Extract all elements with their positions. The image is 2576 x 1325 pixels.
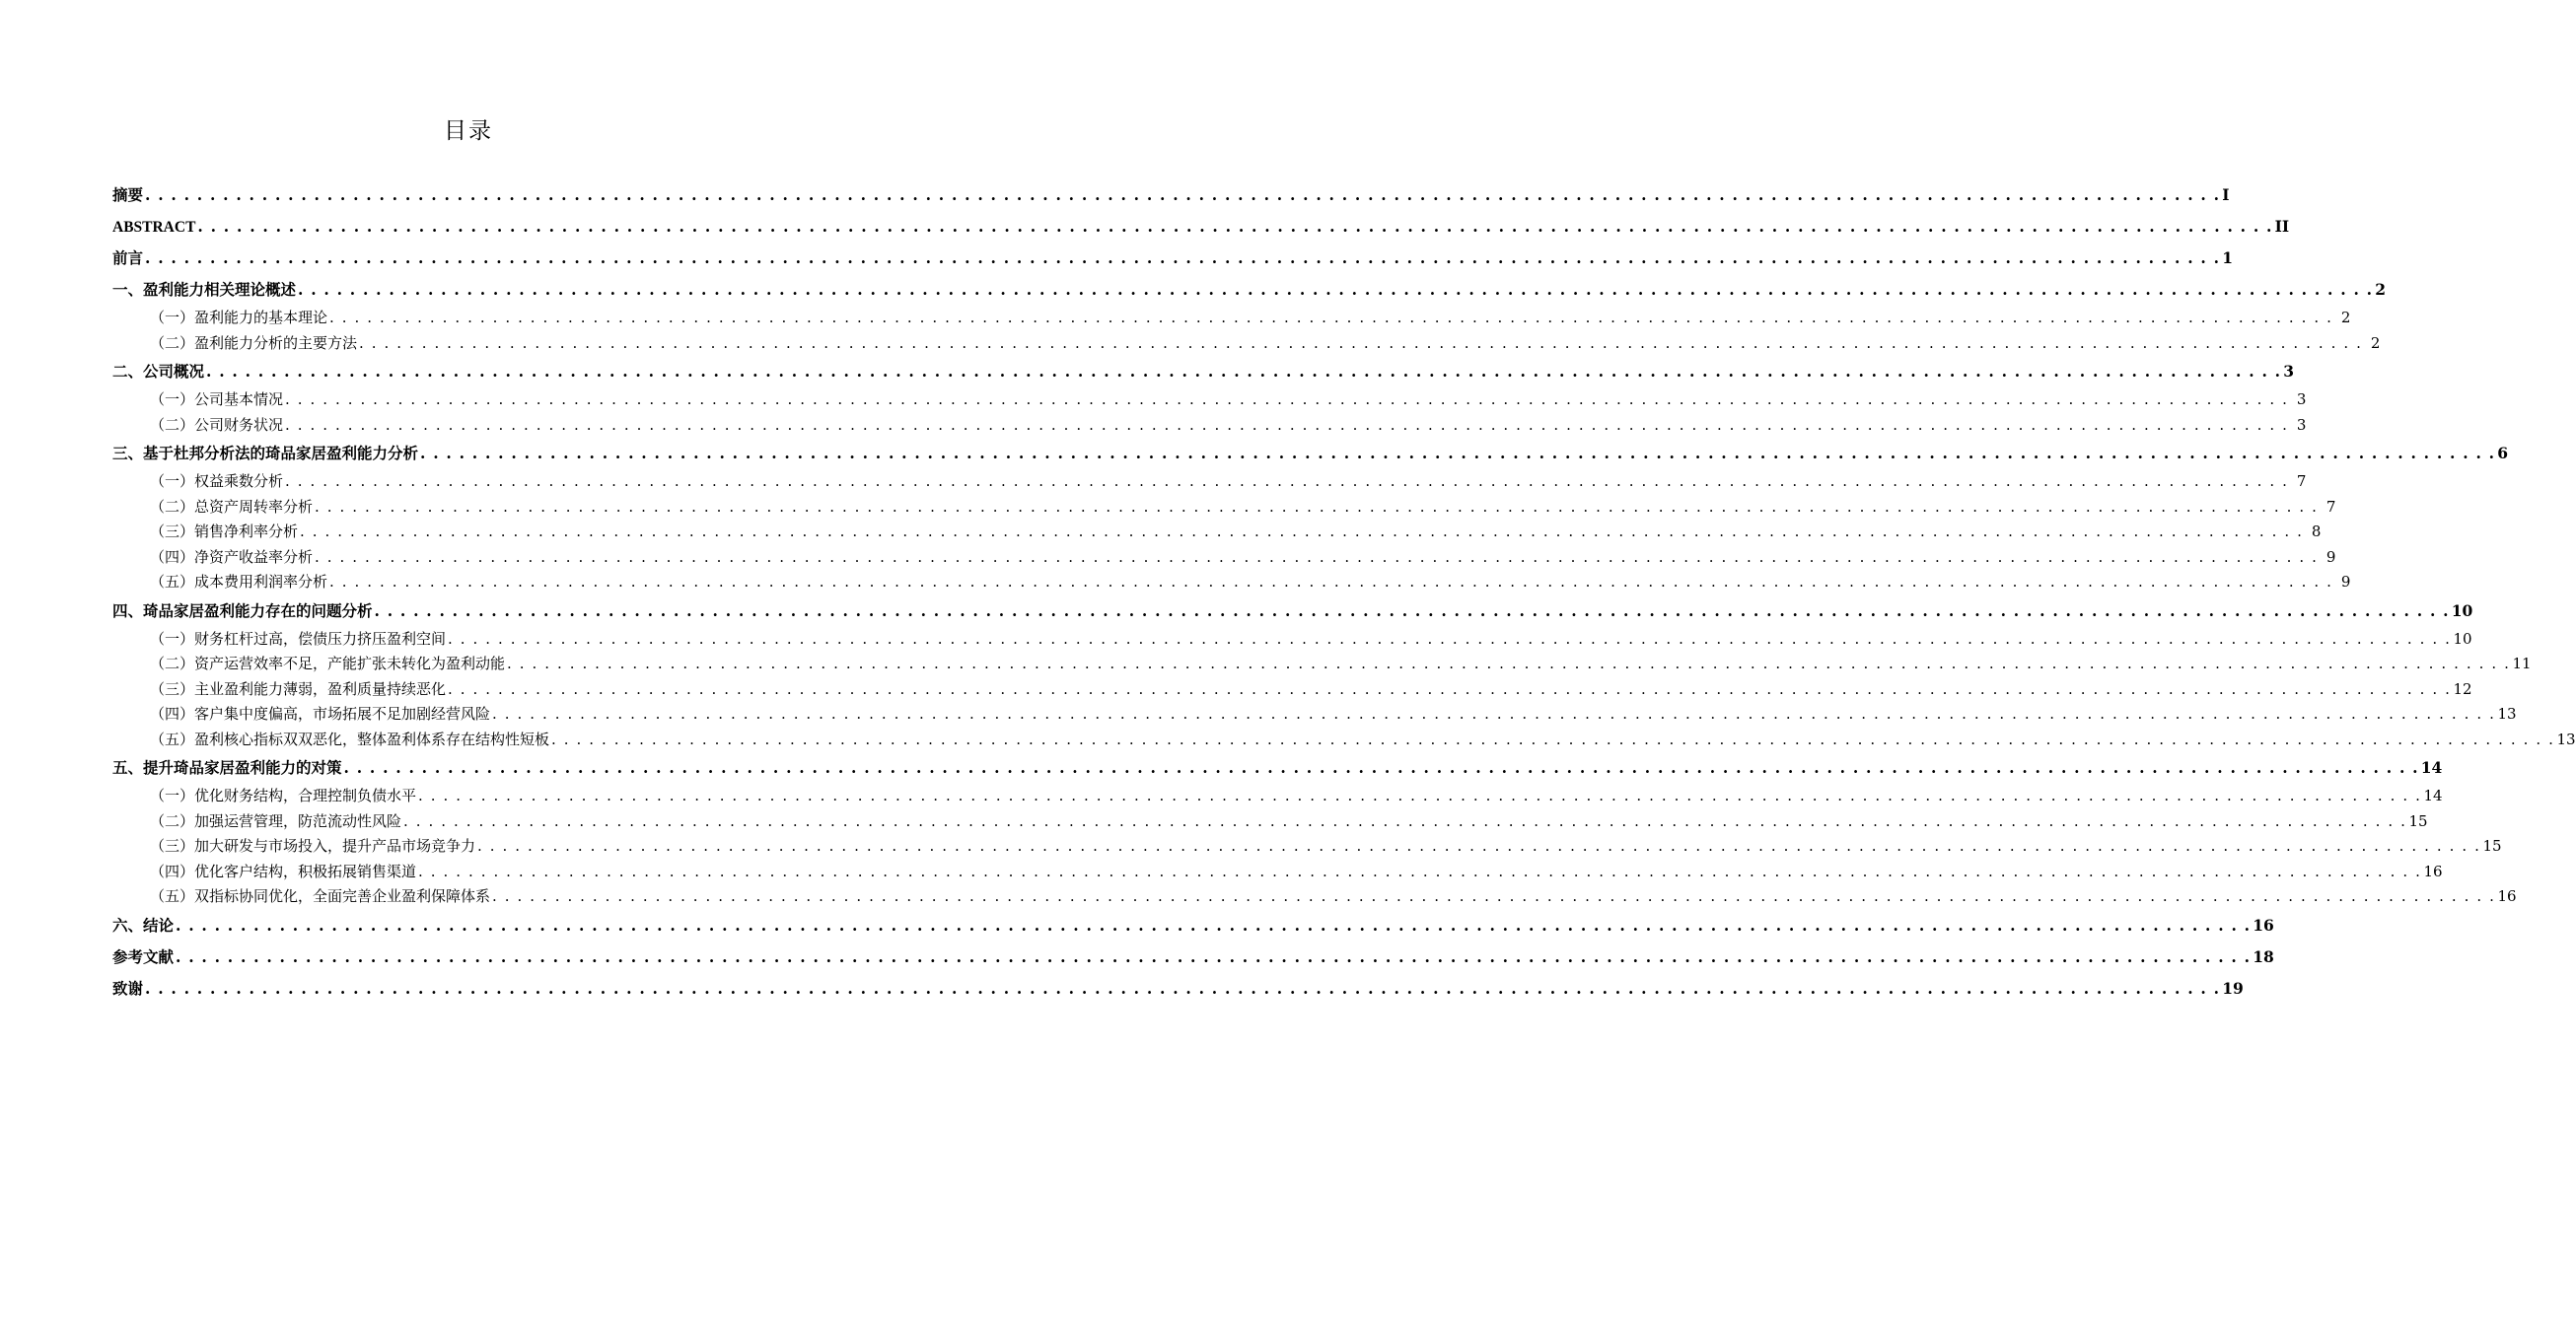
toc-chapter[interactable] [112,910,2274,941]
leader-dots: . . . . . . . . . . . . . . . . . . . . . . . . . . . . . . . . . . . . . . . . . . . . . . . . . . . . . . . . . . . . . . . . . . . . . . . . . . . . . . . . . . . . . . . . . . . . . . . . . . . . . . . . . . . . . . . . . . . . . . . . . . . . . . . . . . . . . . . . . . . . . . . . . . . . . . . . . . . . . . . . [285,415,2289,434]
toc-chapter-number: 四、 [112,595,143,627]
leader-dots: . . . . . . . . . . . . . . . . . . . . . . . . . . . . . . . . . . . . . . . . . . . . . . . . . . . . . . . . . . . . . . . . . . . . . . . . . . . . . . . . . . . . . . . . . . . . . . . . . . . . . . . . . . . . . . . . . . . . . . . . . . . . . . . . . . . . . . . . . . . . . . . . . . . . . . . . . . . . . . . . [492,705,2496,723]
toc-entry-label: 参考文献 [112,941,174,973]
toc-chapter[interactable] [112,752,2443,784]
toc-chapter-label: 基于杜邦分析法的琦品家居盈利能力分析 [143,438,418,469]
toc-section[interactable] [112,469,2307,495]
toc-section-number: （一） [150,784,194,809]
toc-section[interactable] [112,495,2336,521]
toc-section-number: （五） [150,570,194,595]
toc-section[interactable] [112,652,2532,677]
toc-section-number: （三） [150,677,194,703]
leader-dots: . . . . . . . . . . . . . . . . . . . . . . . . . . . . . . . . . . . . . . . . . . . . . . . . . . . . . . . . . . . . . . . . . . . . . . . . . . . . . . . . . . . . . . . . . . . . . . . . . . . . . . . . . . . . . . . . . . . . . . . . . . . . . . . . . . . . . . . . . . . . . . . . . . . . . . . . . . . . . . . . [285,472,2289,490]
toc-section-number: （一） [150,306,194,331]
leader-dots: . . . . . . . . . . . . . . . . . . . . . . . . . . . . . . . . . . . . . . . . . . . . . . . . . . . . . . . . . . . . . . . . . . . . . . . . . . . . . . . . . . . . . . . . . . . . . . . . . . . . . . . . . . . . . . . . . . . . . . . . . . . . . . . . . . . . . . . . . . . . . . . . . . . . . . . . . . . . . . . . [145,248,2221,267]
toc-entry-page: 3 [2283,356,2294,387]
toc-entry-references[interactable] [112,941,2274,973]
toc-entry-page: 1 [2222,243,2233,274]
leader-dots: . . . . . . . . . . . . . . . . . . . . . . . . . . . . . . . . . . . . . . . . . . . . . . . . . . . . . . . . . . . . . . . . . . . . . . . . . . . . . . . . . . . . . . . . . . . . . . . . . . . . . . . . . . . . . . . . . . . . . . . . . . . . . . . . . . . . . . . . . . . . . . . . . . . . . . . . . . . . . . . . [176,946,2252,966]
toc-section-label: 资产运营效率不足，产能扩张未转化为盈利动能 [194,652,505,677]
toc-entry-label: 前言 [112,243,143,274]
toc-entry-acknowledgements[interactable] [112,973,2244,1005]
toc-entry-page: 10 [2452,595,2473,627]
toc-chapter-label: 公司概况 [143,356,204,387]
toc-section-number: （三） [150,520,194,545]
toc-chapter[interactable] [112,356,2295,387]
toc-section-number: （一） [150,627,194,653]
toc-section-label: 盈利能力的基本理论 [194,306,327,331]
toc-section-label: 公司基本情况 [194,387,283,413]
toc-entry-page: 14 [2421,752,2443,784]
toc-entry-page: 16 [2497,884,2513,910]
leader-dots: . . . . . . . . . . . . . . . . . . . . . . . . . . . . . . . . . . . . . . . . . . . . . . . . . . . . . . . . . . . . . . . . . . . . . . . . . . . . . . . . . . . . . . . . . . . . . . . . . . . . . . . . . . . . . . . . . . . . . . . . . . . . . . . . . . . . . . . . . . . . . . . . . . . . . . . . . . . . . . . . [551,730,2555,748]
toc-chapter-label: 琦品家居盈利能力存在的问题分析 [143,595,373,627]
leader-dots: . . . . . . . . . . . . . . . . . . . . . . . . . . . . . . . . . . . . . . . . . . . . . . . . . . . . . . . . . . . . . . . . . . . . . . . . . . . . . . . . . . . . . . . . . . . . . . . . . . . . . . . . . . . . . . . . . . . . . . . . . . . . . . . . . . . . . . . . . . . . . . . . . . . . . . . . . . . . . . . . [197,217,2273,236]
toc-chapter-number: 二、 [112,356,143,387]
leader-dots: . . . . . . . . . . . . . . . . . . . . . . . . . . . . . . . . . . . . . . . . . . . . . . . . . . . . . . . . . . . . . . . . . . . . . . . . . . . . . . . . . . . . . . . . . . . . . . . . . . . . . . . . . . . . . . . . . . . . . . . . . . . . . . . . . . . . . . . . . . . . . . . . . . . . . . . . . . . . . . . . [343,758,2419,777]
toc-chapter-label: 提升琦品家居盈利能力的对策 [143,752,342,784]
toc-section-label: 客户集中度偏高，市场拓展不足加剧经营风险 [194,702,490,728]
toc-section-number: （四） [150,545,194,571]
toc-chapter-label: 盈利能力相关理论概述 [143,274,296,306]
leader-dots: . . . . . . . . . . . . . . . . . . . . . . . . . . . . . . . . . . . . . . . . . . . . . . . . . . . . . . . . . . . . . . . . . . . . . . . . . . . . . . . . . . . . . . . . . . . . . . . . . . . . . . . . . . . . . . . . . . . . . . . . . . . . . . . . . . . . . . . . . . . . . . . . . . . . . . . . . . . . . . . . [300,523,2304,540]
toc-entry-preface[interactable] [112,243,2234,274]
leader-dots: . . . . . . . . . . . . . . . . . . . . . . . . . . . . . . . . . . . . . . . . . . . . . . . . . . . . . . . . . . . . . . . . . . . . . . . . . . . . . . . . . . . . . . . . . . . . . . . . . . . . . . . . . . . . . . . . . . . . . . . . . . . . . . . . . . . . . . . . . . . . . . . . . . . . . . . . . . . . . . . . [315,547,2319,566]
toc-section-number: （二） [150,652,194,677]
toc-entry-page: 9 [2334,570,2350,595]
leader-dots: . . . . . . . . . . . . . . . . . . . . . . . . . . . . . . . . . . . . . . . . . . . . . . . . . . . . . . . . . . . . . . . . . . . . . . . . . . . . . . . . . . . . . . . . . . . . . . . . . . . . . . . . . . . . . . . . . . . . . . . . . . . . . . . . . . . . . . . . . . . . . . . . . . . . . . . . . . . . . . . . [418,787,2422,804]
toc-section-number: （三） [150,834,194,860]
leader-dots: . . . . . . . . . . . . . . . . . . . . . . . . . . . . . . . . . . . . . . . . . . . . . . . . . . . . . . . . . . . . . . . . . . . . . . . . . . . . . . . . . . . . . . . . . . . . . . . . . . . . . . . . . . . . . . . . . . . . . . . . . . . . . . . . . . . . . . . . . . . . . . . . . . . . . . . . . . . . . . . . [477,837,2481,855]
toc-section-label: 盈利核心指标双双恶化，整体盈利体系存在结构性短板 [194,728,549,753]
toc-entry-page: 2 [2334,306,2350,331]
toc-section[interactable] [112,677,2472,703]
page-title: 目录 [444,118,493,144]
leader-dots: . . . . . . . . . . . . . . . . . . . . . . . . . . . . . . . . . . . . . . . . . . . . . . . . . . . . . . . . . . . . . . . . . . . . . . . . . . . . . . . . . . . . . . . . . . . . . . . . . . . . . . . . . . . . . . . . . . . . . . . . . . . . . . . . . . . . . . . . . . . . . . . . . . . . . . . . . . . . . . . . [403,811,2407,830]
toc-chapter[interactable] [112,438,2509,469]
toc-section[interactable] [112,784,2443,809]
toc-entry-page: II [2275,211,2290,243]
leader-dots: . . . . . . . . . . . . . . . . . . . . . . . . . . . . . . . . . . . . . . . . . . . . . . . . . . . . . . . . . . . . . . . . . . . . . . . . . . . . . . . . . . . . . . . . . . . . . . . . . . . . . . . . . . . . . . . . . . . . . . . . . . . . . . . . . . . . . . . . . . . . . . . . . . . . . . . . . . . . . . . . [374,600,2450,620]
toc-section-label: 双指标协同优化，全面完善企业盈利保障体系 [194,884,490,910]
leader-dots: . . . . . . . . . . . . . . . . . . . . . . . . . . . . . . . . . . . . . . . . . . . . . . . . . . . . . . . . . . . . . . . . . . . . . . . . . . . . . . . . . . . . . . . . . . . . . . . . . . . . . . . . . . . . . . . . . . . . . . . . . . . . . . . . . . . . . . . . . . . . . . . . . . . . . . . . . . . . . . . . [329,309,2333,326]
toc-section-number: （一） [150,387,194,413]
toc-entry-page: 10 [2453,627,2469,653]
toc-section-label: 公司财务状况 [194,413,283,439]
toc-entry-page: 3 [2290,413,2306,439]
leader-dots: . . . . . . . . . . . . . . . . . . . . . . . . . . . . . . . . . . . . . . . . . . . . . . . . . . . . . . . . . . . . . . . . . . . . . . . . . . . . . . . . . . . . . . . . . . . . . . . . . . . . . . . . . . . . . . . . . . . . . . . . . . . . . . . . . . . . . . . . . . . . . . . . . . . . . . . . . . . . . . . . [206,362,2282,381]
toc-section[interactable] [112,860,2443,885]
toc-entry-page: 8 [2305,520,2321,545]
toc-entry-abstract-cn[interactable] [112,179,2230,211]
table-of-contents [112,179,2576,1005]
toc-section-number: （二） [150,331,194,357]
toc-chapter-number: 六、 [112,910,143,941]
toc-entry-page: 15 [2408,809,2424,835]
toc-entry-page: 7 [2320,495,2335,521]
toc-section-label: 净资产收益率分析 [194,545,313,571]
toc-section-label: 优化财务结构，合理控制负债水平 [194,784,416,809]
toc-section-label: 优化客户结构，积极拓展销售渠道 [194,860,416,885]
toc-section-label: 总资产周转率分析 [194,495,313,521]
toc-chapter-label: 结论 [143,910,174,941]
toc-entry-page: 12 [2453,677,2469,703]
toc-entry-page: 18 [2253,941,2274,973]
leader-dots: . . . . . . . . . . . . . . . . . . . . . . . . . . . . . . . . . . . . . . . . . . . . . . . . . . . . . . . . . . . . . . . . . . . . . . . . . . . . . . . . . . . . . . . . . . . . . . . . . . . . . . . . . . . . . . . . . . . . . . . . . . . . . . . . . . . . . . . . . . . . . . . . . . . . . . . . . . . . . . . . [420,444,2496,462]
toc-section-number: （五） [150,884,194,910]
leader-dots: . . . . . . . . . . . . . . . . . . . . . . . . . . . . . . . . . . . . . . . . . . . . . . . . . . . . . . . . . . . . . . . . . . . . . . . . . . . . . . . . . . . . . . . . . . . . . . . . . . . . . . . . . . . . . . . . . . . . . . . . . . . . . . . . . . . . . . . . . . . . . . . . . . . . . . . . . . . . . . . . [298,280,2374,299]
toc-entry-label: 致谢 [112,973,143,1005]
toc-section[interactable] [112,331,2381,357]
toc-section-label: 盈利能力分析的主要方法 [194,331,357,357]
toc-entry-page: 14 [2423,784,2439,809]
toc-entry-abstract-en[interactable] [112,211,2290,243]
toc-section[interactable] [112,520,2322,545]
toc-section-number: （二） [150,413,194,439]
toc-entry-page: 16 [2253,910,2274,941]
leader-dots: . . . . . . . . . . . . . . . . . . . . . . . . . . . . . . . . . . . . . . . . . . . . . . . . . . . . . . . . . . . . . . . . . . . . . . . . . . . . . . . . . . . . . . . . . . . . . . . . . . . . . . . . . . . . . . . . . . . . . . . . . . . . . . . . . . . . . . . . . . . . . . . . . . . . . . . . . . . . . . . . [507,655,2511,672]
toc-section-number: （二） [150,495,194,521]
leader-dots: . . . . . . . . . . . . . . . . . . . . . . . . . . . . . . . . . . . . . . . . . . . . . . . . . . . . . . . . . . . . . . . . . . . . . . . . . . . . . . . . . . . . . . . . . . . . . . . . . . . . . . . . . . . . . . . . . . . . . . . . . . . . . . . . . . . . . . . . . . . . . . . . . . . . . . . . . . . . . . . . [418,862,2422,880]
toc-chapter[interactable] [112,274,2387,306]
leader-dots: . . . . . . . . . . . . . . . . . . . . . . . . . . . . . . . . . . . . . . . . . . . . . . . . . . . . . . . . . . . . . . . . . . . . . . . . . . . . . . . . . . . . . . . . . . . . . . . . . . . . . . . . . . . . . . . . . . . . . . . . . . . . . . . . . . . . . . . . . . . . . . . . . . . . . . . . . . . . . . . . [329,573,2333,591]
leader-dots: . . . . . . . . . . . . . . . . . . . . . . . . . . . . . . . . . . . . . . . . . . . . . . . . . . . . . . . . . . . . . . . . . . . . . . . . . . . . . . . . . . . . . . . . . . . . . . . . . . . . . . . . . . . . . . . . . . . . . . . . . . . . . . . . . . . . . . . . . . . . . . . . . . . . . . . . . . . . . . . . [492,887,2496,905]
toc-section-label: 主业盈利能力薄弱，盈利质量持续恶化 [194,677,446,703]
toc-section[interactable] [112,728,2576,753]
toc-entry-page: 9 [2320,545,2335,571]
toc-entry-page: 13 [2497,702,2513,728]
leader-dots: . . . . . . . . . . . . . . . . . . . . . . . . . . . . . . . . . . . . . . . . . . . . . . . . . . . . . . . . . . . . . . . . . . . . . . . . . . . . . . . . . . . . . . . . . . . . . . . . . . . . . . . . . . . . . . . . . . . . . . . . . . . . . . . . . . . . . . . . . . . . . . . . . . . . . . . . . . . . . . . . [315,497,2319,516]
toc-section-number: （二） [150,809,194,835]
toc-section[interactable] [112,702,2517,728]
toc-entry-page: 11 [2512,652,2528,677]
toc-section[interactable] [112,545,2336,571]
toc-section-label: 财务杠杆过高，偿债压力挤压盈利空间 [194,627,446,653]
toc-section-label: 权益乘数分析 [194,469,283,495]
leader-dots: . . . . . . . . . . . . . . . . . . . . . . . . . . . . . . . . . . . . . . . . . . . . . . . . . . . . . . . . . . . . . . . . . . . . . . . . . . . . . . . . . . . . . . . . . . . . . . . . . . . . . . . . . . . . . . . . . . . . . . . . . . . . . . . . . . . . . . . . . . . . . . . . . . . . . . . . . . . . . . . . [448,629,2452,648]
toc-entry-page: 6 [2497,438,2508,469]
toc-section-label: 加大研发与市场投入，提升产品市场竞争力 [194,834,475,860]
toc-section-number: （四） [150,860,194,885]
toc-section[interactable] [112,387,2307,413]
toc-section[interactable] [112,306,2351,331]
toc-section-number: （五） [150,728,194,753]
toc-section[interactable] [112,570,2351,595]
toc-section[interactable] [112,809,2428,835]
leader-dots: . . . . . . . . . . . . . . . . . . . . . . . . . . . . . . . . . . . . . . . . . . . . . . . . . . . . . . . . . . . . . . . . . . . . . . . . . . . . . . . . . . . . . . . . . . . . . . . . . . . . . . . . . . . . . . . . . . . . . . . . . . . . . . . . . . . . . . . . . . . . . . . . . . . . . . . . . . . . . . . . [285,390,2289,408]
toc-entry-page: 15 [2482,834,2498,860]
toc-section-label: 销售净利率分析 [194,520,298,545]
toc-entry-page: 7 [2290,469,2306,495]
toc-entry-page: 19 [2222,973,2244,1005]
toc-entry-page: 3 [2290,387,2306,413]
toc-section-label: 成本费用利润率分析 [194,570,327,595]
toc-chapter-number: 三、 [112,438,143,469]
toc-entry-label: 摘要 [112,179,143,211]
toc-section[interactable] [112,834,2502,860]
leader-dots: . . . . . . . . . . . . . . . . . . . . . . . . . . . . . . . . . . . . . . . . . . . . . . . . . . . . . . . . . . . . . . . . . . . . . . . . . . . . . . . . . . . . . . . . . . . . . . . . . . . . . . . . . . . . . . . . . . . . . . . . . . . . . . . . . . . . . . . . . . . . . . . . . . . . . . . . . . . . . . . . [359,333,2363,352]
toc-entry-label: ABSTRACT [112,212,195,244]
toc-entry-page: 13 [2556,728,2572,753]
toc-chapter[interactable] [112,595,2473,627]
toc-section[interactable] [112,627,2472,653]
toc-entry-page: 2 [2364,331,2380,357]
leader-dots: . . . . . . . . . . . . . . . . . . . . . . . . . . . . . . . . . . . . . . . . . . . . . . . . . . . . . . . . . . . . . . . . . . . . . . . . . . . . . . . . . . . . . . . . . . . . . . . . . . . . . . . . . . . . . . . . . . . . . . . . . . . . . . . . . . . . . . . . . . . . . . . . . . . . . . . . . . . . . . . . [176,915,2252,935]
toc-chapter-number: 一、 [112,274,143,306]
toc-section-number: （四） [150,702,194,728]
toc-section[interactable] [112,884,2517,910]
toc-section-number: （一） [150,469,194,495]
toc-entry-page: 16 [2423,860,2439,885]
leader-dots: . . . . . . . . . . . . . . . . . . . . . . . . . . . . . . . . . . . . . . . . . . . . . . . . . . . . . . . . . . . . . . . . . . . . . . . . . . . . . . . . . . . . . . . . . . . . . . . . . . . . . . . . . . . . . . . . . . . . . . . . . . . . . . . . . . . . . . . . . . . . . . . . . . . . . . . . . . . . . . . . [145,185,2221,204]
toc-chapter-number: 五、 [112,752,143,784]
leader-dots: . . . . . . . . . . . . . . . . . . . . . . . . . . . . . . . . . . . . . . . . . . . . . . . . . . . . . . . . . . . . . . . . . . . . . . . . . . . . . . . . . . . . . . . . . . . . . . . . . . . . . . . . . . . . . . . . . . . . . . . . . . . . . . . . . . . . . . . . . . . . . . . . . . . . . . . . . . . . . . . . [145,978,2221,998]
toc-section[interactable] [112,413,2307,439]
toc-entry-page: I [2222,179,2229,211]
toc-section-label: 加强运营管理，防范流动性风险 [194,809,401,835]
toc-entry-page: 2 [2375,274,2386,306]
leader-dots: . . . . . . . . . . . . . . . . . . . . . . . . . . . . . . . . . . . . . . . . . . . . . . . . . . . . . . . . . . . . . . . . . . . . . . . . . . . . . . . . . . . . . . . . . . . . . . . . . . . . . . . . . . . . . . . . . . . . . . . . . . . . . . . . . . . . . . . . . . . . . . . . . . . . . . . . . . . . . . . . [448,679,2452,698]
